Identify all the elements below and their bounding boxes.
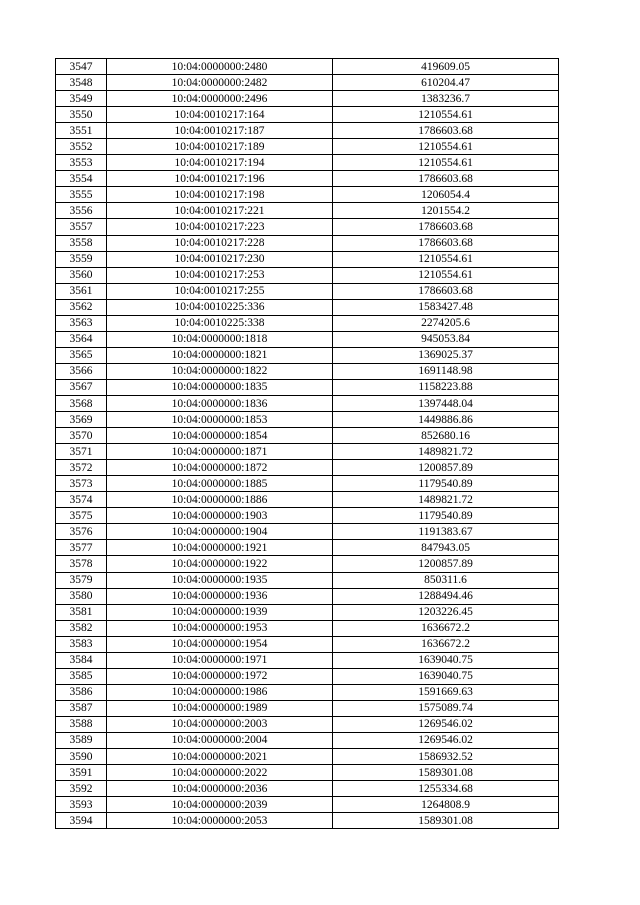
- table-row: [56, 251, 559, 267]
- row-number-cell: 3556: [56, 203, 107, 219]
- row-number-cell: 3547: [56, 59, 107, 75]
- row-number-cell: 3575: [56, 508, 107, 524]
- value-cell: 1264808.9: [333, 797, 559, 813]
- value-cell: 1591669.63: [333, 684, 559, 700]
- cadastral-number-cell: 10:04:0000000:2496: [107, 91, 333, 107]
- table-row: [56, 444, 559, 460]
- value-cell: 1210554.61: [333, 139, 559, 155]
- value-cell: 1369025.37: [333, 347, 559, 363]
- cadastral-number-cell: 10:04:0010217:253: [107, 267, 333, 283]
- row-number-cell: 3573: [56, 476, 107, 492]
- table-row: [56, 267, 559, 283]
- cadastral-number-cell: 10:04:0010225:336: [107, 299, 333, 315]
- row-number-cell: 3581: [56, 604, 107, 620]
- table-row: [56, 219, 559, 235]
- table-row: [56, 107, 559, 123]
- cadastral-number-cell: 10:04:0010217:189: [107, 139, 333, 155]
- cadastral-number-cell: 10:04:0000000:2036: [107, 781, 333, 797]
- value-cell: 1383236.7: [333, 91, 559, 107]
- value-cell: 847943.05: [333, 540, 559, 556]
- row-number-cell: 3583: [56, 636, 107, 652]
- table-row: [56, 299, 559, 315]
- table-row: [56, 283, 559, 299]
- data-table-body: [56, 59, 559, 829]
- row-number-cell: 3551: [56, 123, 107, 139]
- table-row: [56, 749, 559, 765]
- value-cell: 1255334.68: [333, 781, 559, 797]
- table-row: [56, 620, 559, 636]
- cadastral-number-cell: 10:04:0010217:198: [107, 187, 333, 203]
- row-number-cell: 3552: [56, 139, 107, 155]
- value-cell: 1786603.68: [333, 123, 559, 139]
- table-row: [56, 460, 559, 476]
- table-row: [56, 331, 559, 347]
- row-number-cell: 3562: [56, 299, 107, 315]
- table-row: [56, 636, 559, 652]
- table-row: [56, 379, 559, 395]
- cadastral-number-cell: 10:04:0000000:1921: [107, 540, 333, 556]
- table-row: [56, 797, 559, 813]
- value-cell: 1210554.61: [333, 155, 559, 171]
- table-row: [56, 315, 559, 331]
- cadastral-number-cell: 10:04:0000000:1954: [107, 636, 333, 652]
- row-number-cell: 3582: [56, 620, 107, 636]
- row-number-cell: 3549: [56, 91, 107, 107]
- cadastral-number-cell: 10:04:0000000:2053: [107, 813, 333, 829]
- row-number-cell: 3564: [56, 331, 107, 347]
- row-number-cell: 3592: [56, 781, 107, 797]
- table-row: [56, 524, 559, 540]
- row-number-cell: 3548: [56, 75, 107, 91]
- table-row: [56, 155, 559, 171]
- value-cell: 1589301.08: [333, 765, 559, 781]
- cadastral-number-cell: 10:04:0000000:2003: [107, 716, 333, 732]
- value-cell: 1206054.4: [333, 187, 559, 203]
- cadastral-number-cell: 10:04:0000000:1835: [107, 379, 333, 395]
- value-cell: 1201554.2: [333, 203, 559, 219]
- row-number-cell: 3579: [56, 572, 107, 588]
- value-cell: 1786603.68: [333, 171, 559, 187]
- table-row: [56, 476, 559, 492]
- table-row: [56, 652, 559, 668]
- value-cell: 945053.84: [333, 331, 559, 347]
- row-number-cell: 3561: [56, 283, 107, 299]
- table-row: [56, 235, 559, 251]
- row-number-cell: 3568: [56, 395, 107, 411]
- row-number-cell: 3566: [56, 363, 107, 379]
- row-number-cell: 3571: [56, 444, 107, 460]
- row-number-cell: 3559: [56, 251, 107, 267]
- cadastral-number-cell: 10:04:0010217:228: [107, 235, 333, 251]
- row-number-cell: 3563: [56, 315, 107, 331]
- cadastral-number-cell: 10:04:0000000:1836: [107, 395, 333, 411]
- value-cell: 1636672.2: [333, 636, 559, 652]
- table-row: [56, 91, 559, 107]
- row-number-cell: 3550: [56, 107, 107, 123]
- row-number-cell: 3567: [56, 379, 107, 395]
- table-row: [56, 203, 559, 219]
- cadastral-number-cell: 10:04:0000000:1885: [107, 476, 333, 492]
- row-number-cell: 3593: [56, 797, 107, 813]
- value-cell: 1179540.89: [333, 508, 559, 524]
- table-row: [56, 187, 559, 203]
- table-row: [56, 347, 559, 363]
- value-cell: 1158223.88: [333, 379, 559, 395]
- cadastral-number-cell: 10:04:0000000:1971: [107, 652, 333, 668]
- table-row: [56, 556, 559, 572]
- row-number-cell: 3576: [56, 524, 107, 540]
- value-cell: 1691148.98: [333, 363, 559, 379]
- cadastral-number-cell: 10:04:0010217:164: [107, 107, 333, 123]
- table-row: [56, 716, 559, 732]
- cadastral-number-cell: 10:04:0000000:1872: [107, 460, 333, 476]
- cadastral-number-cell: 10:04:0000000:1903: [107, 508, 333, 524]
- cadastral-number-cell: 10:04:0000000:2004: [107, 732, 333, 748]
- cadastral-number-cell: 10:04:0010217:223: [107, 219, 333, 235]
- value-cell: 1210554.61: [333, 107, 559, 123]
- cadastral-number-cell: 10:04:0010217:230: [107, 251, 333, 267]
- row-number-cell: 3572: [56, 460, 107, 476]
- value-cell: 852680.16: [333, 428, 559, 444]
- value-cell: 1269546.02: [333, 716, 559, 732]
- cadastral-number-cell: 10:04:0000000:1939: [107, 604, 333, 620]
- table-row: [56, 700, 559, 716]
- value-cell: 1583427.48: [333, 299, 559, 315]
- row-number-cell: 3587: [56, 700, 107, 716]
- value-cell: 1586932.52: [333, 749, 559, 765]
- row-number-cell: 3584: [56, 652, 107, 668]
- value-cell: 1397448.04: [333, 395, 559, 411]
- table-row: [56, 540, 559, 556]
- table-row: [56, 781, 559, 797]
- table-row: [56, 604, 559, 620]
- cadastral-number-cell: 10:04:0000000:2482: [107, 75, 333, 91]
- value-cell: 2274205.6: [333, 315, 559, 331]
- cadastral-number-cell: 10:04:0000000:1936: [107, 588, 333, 604]
- table-row: [56, 588, 559, 604]
- table-row: [56, 492, 559, 508]
- cadastral-number-cell: 10:04:0010217:187: [107, 123, 333, 139]
- table-row: [56, 395, 559, 411]
- row-number-cell: 3591: [56, 765, 107, 781]
- value-cell: 1489821.72: [333, 492, 559, 508]
- value-cell: 1203226.45: [333, 604, 559, 620]
- table-row: [56, 572, 559, 588]
- row-number-cell: 3586: [56, 684, 107, 700]
- row-number-cell: 3585: [56, 668, 107, 684]
- value-cell: 1639040.75: [333, 652, 559, 668]
- value-cell: 1639040.75: [333, 668, 559, 684]
- table-row: [56, 123, 559, 139]
- value-cell: 1636672.2: [333, 620, 559, 636]
- value-cell: 1489821.72: [333, 444, 559, 460]
- value-cell: 1269546.02: [333, 732, 559, 748]
- value-cell: 1449886.86: [333, 412, 559, 428]
- row-number-cell: 3570: [56, 428, 107, 444]
- table-row: [56, 412, 559, 428]
- row-number-cell: 3555: [56, 187, 107, 203]
- row-number-cell: 3589: [56, 732, 107, 748]
- value-cell: 1200857.89: [333, 556, 559, 572]
- table-row: [56, 765, 559, 781]
- cadastral-number-cell: 10:04:0010217:196: [107, 171, 333, 187]
- cadastral-number-cell: 10:04:0000000:1822: [107, 363, 333, 379]
- value-cell: 1589301.08: [333, 813, 559, 829]
- value-cell: 1575089.74: [333, 700, 559, 716]
- value-cell: 1210554.61: [333, 251, 559, 267]
- cadastral-number-cell: 10:04:0010217:255: [107, 283, 333, 299]
- value-cell: 419609.05: [333, 59, 559, 75]
- row-number-cell: 3580: [56, 588, 107, 604]
- cadastral-number-cell: 10:04:0000000:1989: [107, 700, 333, 716]
- cadastral-number-cell: 10:04:0000000:2022: [107, 765, 333, 781]
- row-number-cell: 3558: [56, 235, 107, 251]
- value-cell: 850311.6: [333, 572, 559, 588]
- cadastral-number-cell: 10:04:0000000:1821: [107, 347, 333, 363]
- cadastral-number-cell: 10:04:0000000:1871: [107, 444, 333, 460]
- value-cell: 1179540.89: [333, 476, 559, 492]
- table-row: [56, 668, 559, 684]
- row-number-cell: 3560: [56, 267, 107, 283]
- value-cell: 1288494.46: [333, 588, 559, 604]
- value-cell: 1786603.68: [333, 283, 559, 299]
- value-cell: 1191383.67: [333, 524, 559, 540]
- row-number-cell: 3590: [56, 749, 107, 765]
- value-cell: 1210554.61: [333, 267, 559, 283]
- row-number-cell: 3557: [56, 219, 107, 235]
- cadastral-number-cell: 10:04:0000000:1972: [107, 668, 333, 684]
- table-row: [56, 732, 559, 748]
- cadastral-number-cell: 10:04:0000000:2021: [107, 749, 333, 765]
- cadastral-number-cell: 10:04:0000000:1886: [107, 492, 333, 508]
- cadastral-number-cell: 10:04:0000000:1953: [107, 620, 333, 636]
- row-number-cell: 3574: [56, 492, 107, 508]
- row-number-cell: 3594: [56, 813, 107, 829]
- row-number-cell: 3577: [56, 540, 107, 556]
- row-number-cell: 3553: [56, 155, 107, 171]
- table-row: [56, 428, 559, 444]
- row-number-cell: 3588: [56, 716, 107, 732]
- row-number-cell: 3565: [56, 347, 107, 363]
- cadastral-number-cell: 10:04:0000000:1818: [107, 331, 333, 347]
- table-row: [56, 171, 559, 187]
- row-number-cell: 3578: [56, 556, 107, 572]
- cadastral-number-cell: 10:04:0000000:1986: [107, 684, 333, 700]
- table-row: [56, 684, 559, 700]
- cadastral-number-cell: 10:04:0000000:1853: [107, 412, 333, 428]
- table-row: [56, 75, 559, 91]
- row-number-cell: 3554: [56, 171, 107, 187]
- row-number-cell: 3569: [56, 412, 107, 428]
- cadastral-number-cell: 10:04:0000000:1904: [107, 524, 333, 540]
- cadastral-number-cell: 10:04:0010225:338: [107, 315, 333, 331]
- value-cell: 1200857.89: [333, 460, 559, 476]
- cadastral-number-cell: 10:04:0000000:1935: [107, 572, 333, 588]
- value-cell: 1786603.68: [333, 235, 559, 251]
- table-row: [56, 508, 559, 524]
- cadastral-number-cell: 10:04:0010217:194: [107, 155, 333, 171]
- cadastral-number-cell: 10:04:0000000:2480: [107, 59, 333, 75]
- value-cell: 610204.47: [333, 75, 559, 91]
- cadastral-number-cell: 10:04:0010217:221: [107, 203, 333, 219]
- table-row: [56, 139, 559, 155]
- table-row: [56, 59, 559, 75]
- cadastral-number-cell: 10:04:0000000:1854: [107, 428, 333, 444]
- value-cell: 1786603.68: [333, 219, 559, 235]
- data-table: [55, 58, 559, 829]
- table-row: [56, 813, 559, 829]
- table-row: [56, 363, 559, 379]
- cadastral-number-cell: 10:04:0000000:2039: [107, 797, 333, 813]
- cadastral-number-cell: 10:04:0000000:1922: [107, 556, 333, 572]
